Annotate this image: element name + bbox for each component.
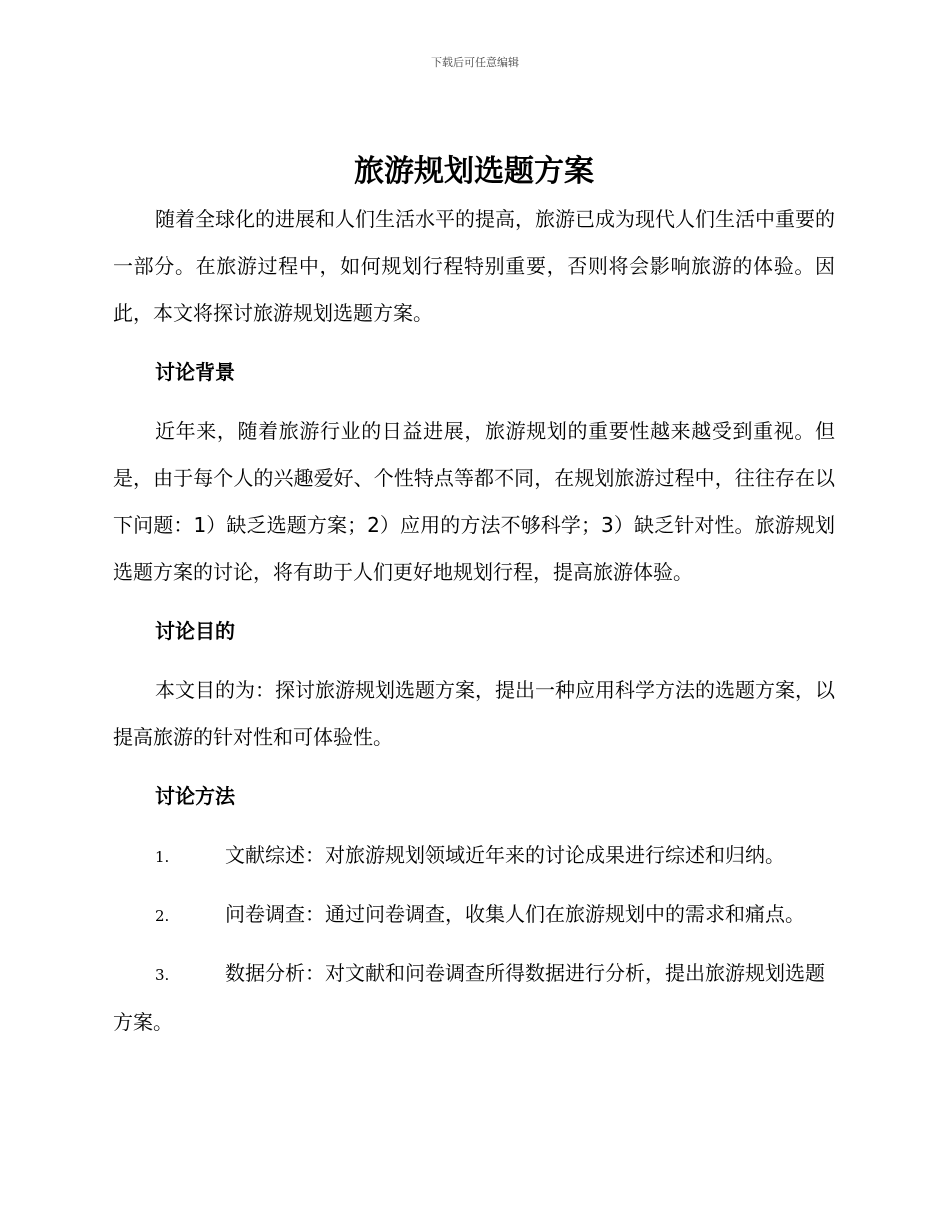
list-item-number: 2.: [155, 907, 170, 925]
section-heading-purpose: 讨论目的: [155, 619, 235, 643]
background-paragraph: 近年来，随着旅游行业的日益进展，旅游规划的重要性越来越受到重视。但是，由于每个人的兴趣爱好、个性特点等都不同，在规划旅游过程中，往往存在以下问题：1）缺乏选题方案；2）应用的方法不够科学；3）缺乏针对性。旅游规划选题方案的讨论，将有助于人们更好地规划行程，提高旅游体验。: [113, 419, 835, 584]
list-item-text: 文献综述：对旅游规划领域近年来的讨论成果进行综述和归纳。: [225, 843, 785, 867]
method-list-item: [113, 891, 835, 940]
section-heading-method: 讨论方法: [155, 784, 235, 808]
list-item-text: 数据分析：对文献和问卷调查所得数据进行分析，提出旅游规划选题方案。: [113, 961, 825, 1034]
document-body: [113, 148, 835, 1046]
page-header-note: 下载后可任意编辑: [431, 56, 519, 69]
method-list-item: [113, 832, 835, 881]
section-heading-background: 讨论背景: [155, 360, 235, 384]
intro-paragraph: 随着全球化的进展和人们生活水平的提高，旅游已成为现代人们生活中重要的一部分。在旅游过程中，如何规划行程特别重要，否则将会影响旅游的体验。因此，本文将探讨旅游规划选题方案。: [113, 207, 835, 325]
list-item-text: 问卷调查：通过问卷调查，收集人们在旅游规划中的需求和痛点。: [225, 902, 805, 926]
list-item-number: 3.: [155, 966, 170, 984]
list-item-number: 1.: [155, 848, 170, 866]
purpose-paragraph: 本文目的为：探讨旅游规划选题方案，提出一种应用科学方法的选题方案，以提高旅游的针对性和可体验性。: [113, 678, 835, 749]
document-title: 旅游规划选题方案: [354, 154, 594, 189]
method-list-item: [113, 950, 835, 1046]
